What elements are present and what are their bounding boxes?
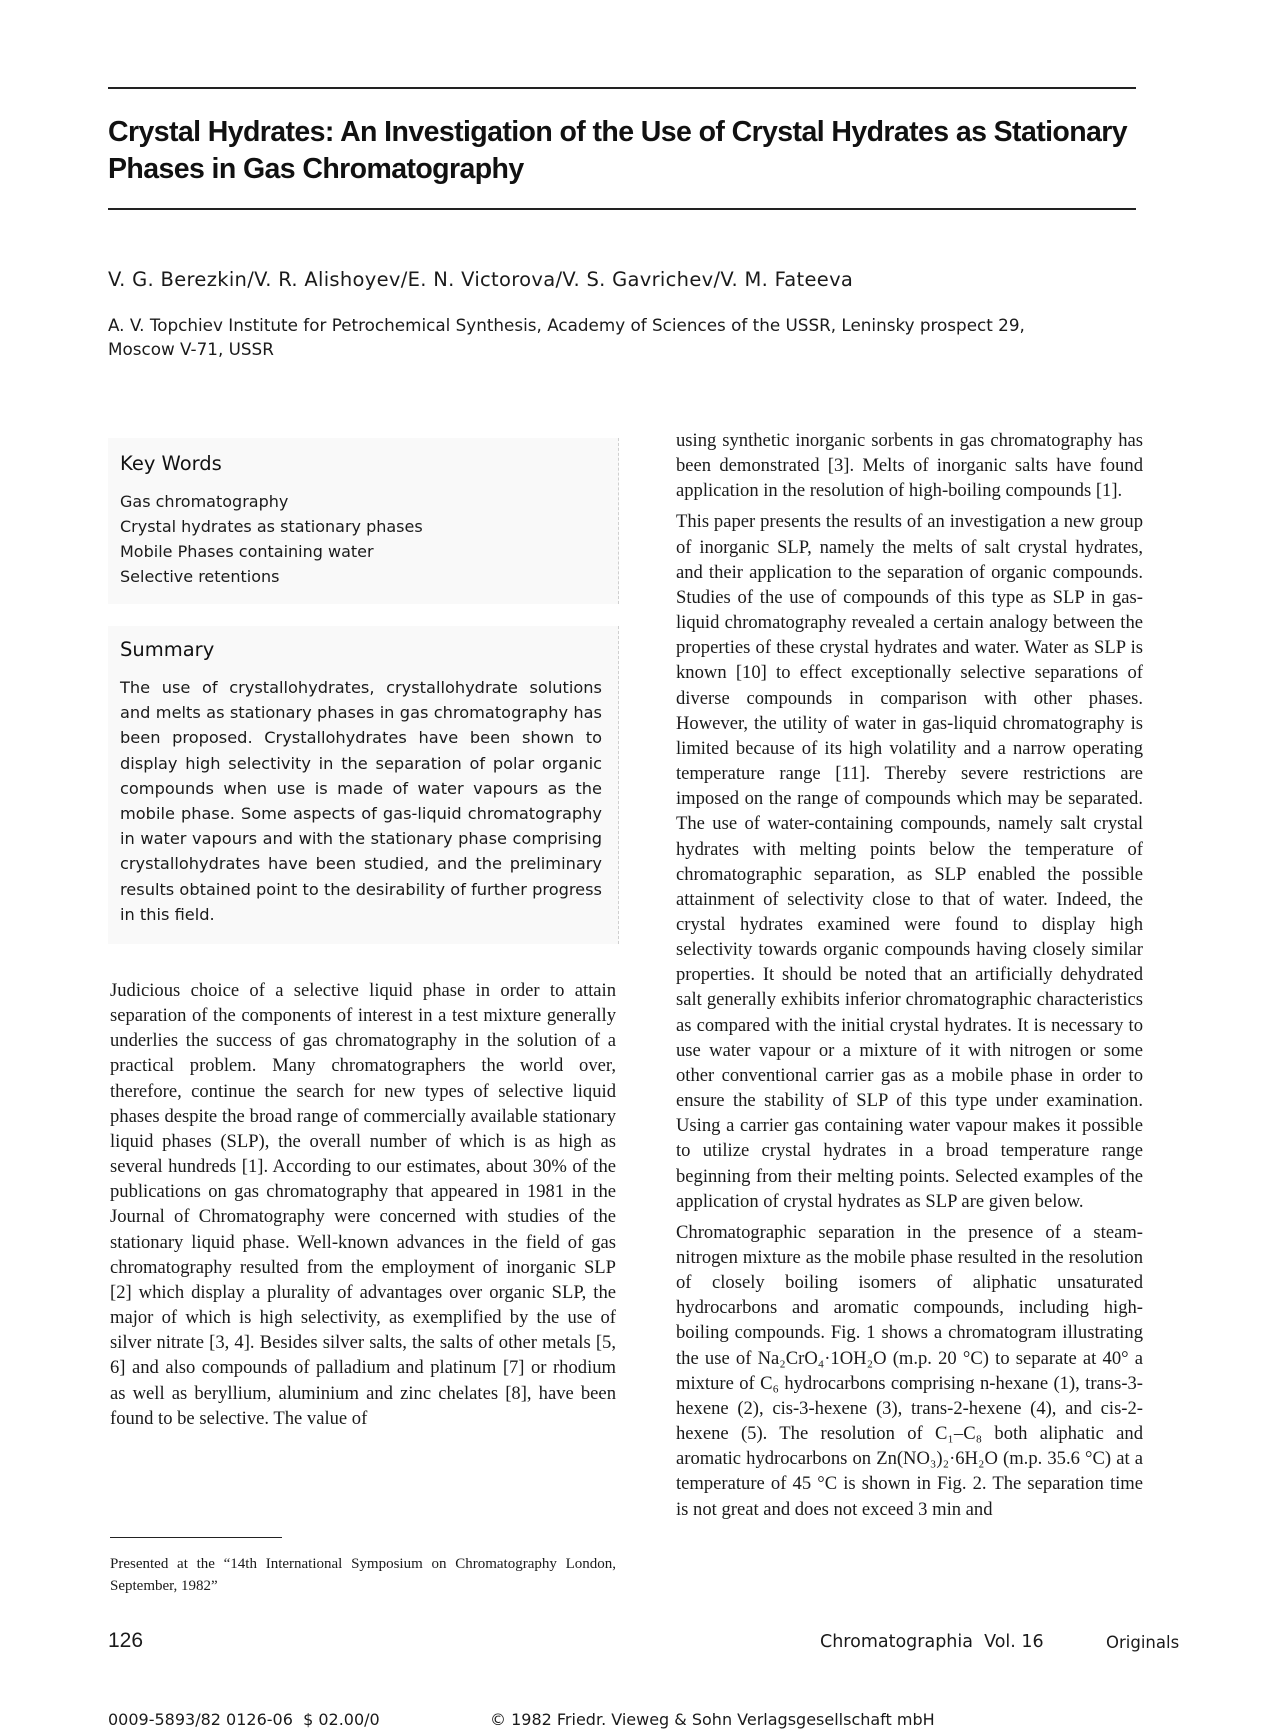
body-paragraph: This paper presents the results of an investigation a new group of inorganic SLP, namely the melts of salt crystal hydrates, and their application to the separation of organic compounds. Studies of the use of compounds of this type as SLP in gas-liquid chromatography revealed a certain analogy between the properties of these crystal hydrates and water. Water as SLP is known [10] to effect exceptionally selective separations of diverse compounds in comparison with other phases. However, the utility of water in gas-liquid chromatography is limited because of its high volatility and a narrow operating temperature range [11]. Thereby severe restrictions are imposed on the range of compounds which may be separated. The use of water-containing compounds, namely salt crystal hydrates with melting points below the temperature of chromatographic separation, as SLP enabled the possible attainment of selectivity close to that of water. Indeed, the crystal hydrates examined were found to display high selectivity towards organic compounds having closely similar properties. It should be noted that an artificially dehydrated salt generally exhibits inferior chromatographic characteristics as compared with the initial crystal hydrates. It is necessary to use water vapour or a mixture of it with nitrogen or some other conventional carrier gas as a mobile phase in order to ensure the stability of SLP of this type under examination. Using a carrier gas containing water vapour makes it possible to utilize crystal hydrates in a broad temperature range beginning from their melting points. Selected examples of the application of crystal hydrates as SLP are given below. — [676, 511, 1143, 1212]
keyword-item: Gas chromatography — [120, 492, 289, 511]
affiliation: A. V. Topchiev Institute for Petrochemical Synthesis, Academy of Sciences of the USSR, Leninsky prospect 29, Moscow V-71, USSR — [108, 315, 1025, 359]
summary-heading: Summary — [120, 638, 215, 661]
journal-name: Chromatographia Vol. 16 — [820, 1632, 1044, 1652]
section-label: Originals — [1106, 1633, 1180, 1652]
right-column — [676, 428, 1143, 1528]
left-column — [110, 978, 616, 1437]
keywords-heading: Key Words — [120, 452, 222, 475]
summary-box — [108, 626, 619, 944]
author-list: V. G. Berezkin/V. R. Alishoyev/E. N. Victorova/V. S. Gavrichev/V. M. Fateeva — [108, 268, 854, 291]
body-paragraph: Judicious choice of a selective liquid phase in order to attain separation of the components of interest in a test mixture generally underlies the success of gas chromatography in the solution of a practical problem. Many chromatographers the world over, therefore, continue the search for new types of selective liquid phases despite the broad range of commercially available stationary liquid phases (SLP), the overall number of which is as high as several hundreds [1]. According to our estimates, about 30% of the publications on gas chromatography that appeared in 1981 in the Journal of Chromatography were concerned with studies of the stationary liquid phase. Well-known advances in the field of gas chromatography resulted from the employment of inorganic SLP [2] which display a plurality of advantages over organic SLP, the major of which is high selectivity, as exemplified by the use of silver nitrate [3, 4]. Besides silver salts, the salts of other metals [5, 6] and also compounds of palladium and platinum [7] or rhodium as well as beryllium, aluminium and zinc chelates [8], have been found to be selective. The value of — [110, 980, 616, 1429]
top-rule — [108, 87, 1136, 89]
keywords-box — [108, 438, 619, 604]
keyword-item: Mobile Phases containing water — [120, 542, 374, 561]
page-number: 126 — [108, 1629, 144, 1652]
title-rule — [108, 208, 1136, 210]
issn-line: 0009-5893/82 0126-06 $ 02.00/0 — [108, 1710, 380, 1729]
footnote: Presented at the “14th International Symposium on Chromatography London, September, 1982” — [110, 1556, 616, 1594]
body-paragraph: Chromatographic separation in the presence of a steam-nitrogen mixture as the mobile phase resulted in the resolution of closely boiling isomers of aliphatic unsaturated hydrocarbons and aromatic compounds, including high-boiling compounds. Fig. 1 shows a chromatogram illustrating the use of Na₂CrO₄·1OH₂O (m.p. 20 °C) to separate at 40° a mixture of C₆ hydrocarbons comprising n-hexane (1), trans-3-hexene (2), cis-3-hexene (3), trans-2-hexene (4), and cis-2-hexene (5). The resolution of C₁–C₈ both aliphatic and aromatic hydrocarbons on Zn(NO₃)₂·6H₂O (m.p. 35.6 °C) at a temperature of 45 °C is shown in Fig. 2. The separation time is not great and does not exceed 3 min and — [676, 1221, 1143, 1520]
keyword-item: Selective retentions — [120, 567, 280, 586]
body-paragraph: using synthetic inorganic sorbents in gas chromatography has been demonstrated [3]. Melts of inorganic salts have found application in the resolution of high-boiling compounds [1]. — [676, 430, 1143, 502]
footnote-rule — [110, 1537, 282, 1538]
keywords-list — [120, 489, 618, 589]
summary-text: The use of crystallohydrates, crystallohydrate solutions and melts as stationary phases in gas chromatography has been proposed. Crystallohydrates have been shown to display high selectivity in the separation of polar organic compounds when use is made of water vapours as the mobile phase. Some aspects of gas-liquid chromatography in water vapours and with the stationary phase comprising crystallohydrates have been studied, and the preliminary results obtained point to the desirability of further progress in this field. — [120, 678, 602, 924]
copyright-line: © 1982 Friedr. Vieweg & Sohn Verlagsgesellschaft mbH — [490, 1710, 935, 1729]
article-title: Crystal Hydrates: An Investigation of the Use of Crystal Hydrates as Stationary Phases in Gas Chromatography — [108, 116, 1128, 185]
keyword-item: Crystal hydrates as stationary phases — [120, 517, 423, 536]
